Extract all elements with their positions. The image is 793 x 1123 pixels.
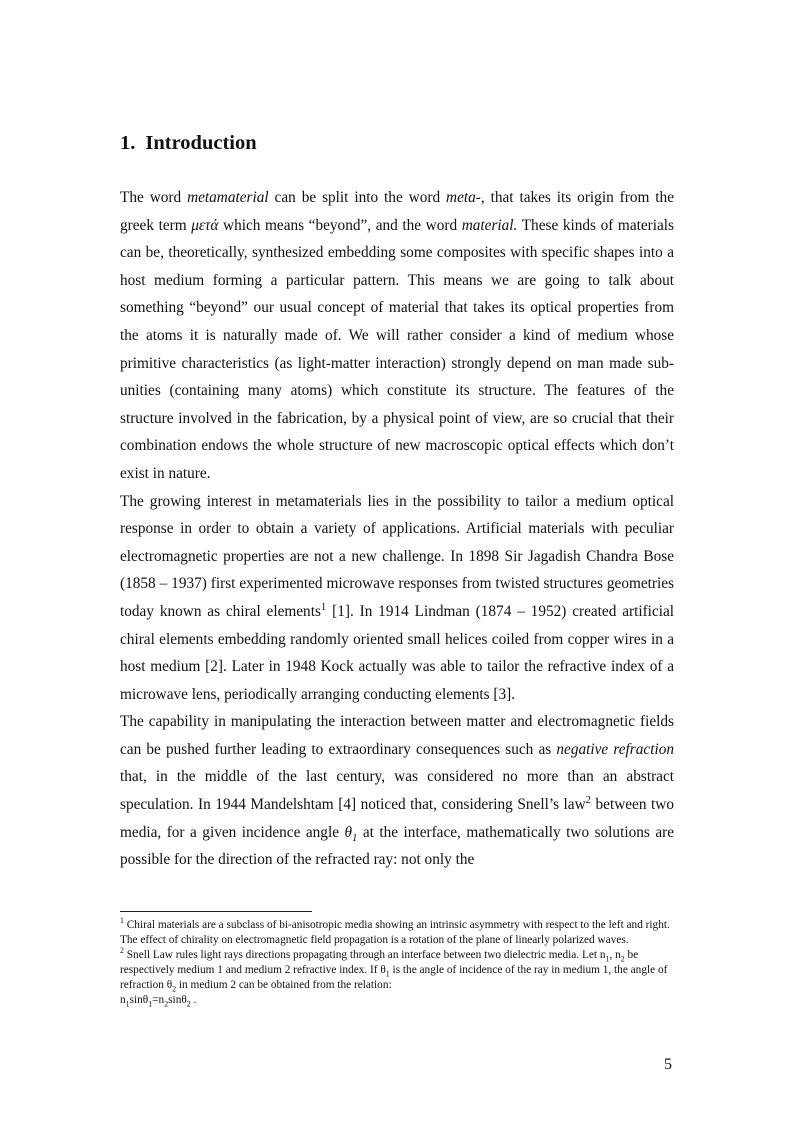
equation-part: .: [190, 994, 197, 1006]
paragraph-3: [120, 708, 674, 874]
subscript: 2: [164, 999, 169, 1009]
subscript: 1: [385, 969, 390, 979]
theta-symbol: θ: [344, 823, 352, 841]
footnote-mark: 1: [120, 916, 124, 926]
equation-part: n: [120, 994, 126, 1006]
emphasis: meta-: [446, 189, 481, 206]
footnote-text: Snell Law rules light rays directions propagating through an interface between two dielectric media. Let n: [123, 949, 606, 961]
text-run: at the interface, mathematically two solutions are possible for the direction of the refracted ray: not only the: [120, 823, 674, 869]
footnote-separator: [120, 911, 312, 912]
footnotes: [120, 918, 676, 1008]
footnote-text: is the angle of incidence of the ray in medium 1, the angle of refraction θ: [120, 964, 668, 991]
angle-symbol: [344, 823, 358, 844]
paragraph-2: [120, 488, 674, 709]
subscript: 2: [186, 999, 191, 1009]
page-number: 5: [664, 1056, 672, 1073]
text-run: These kinds of materials can be, theoretically, synthesized embedding some composites with specific shapes into a host medium forming a particular pattern. This means we are going to talk about something “beyond” our usual concept of material that takes its optical properties from the atoms it is naturally made of. We will rather consider a kind of medium whose primitive characteristics (as light-matter interaction) strongly depend on man made sub-unities (containing many atoms) which constitute its structure. The features of the structure involved in the fabrication, by a physical point of view, are so crucial that their combination endows the whole structure of new macroscopic optical effects which don’t exist in nature.: [120, 216, 674, 482]
subscript: 2: [172, 984, 177, 994]
body-text: [120, 184, 674, 874]
footnote-text: Chiral materials are a subclass of bi-anisotropic media showing an intrinsic asymmetry with respect to the left and right. The effect of chirality on electromagnetic field propagation is a rotation of the plane of linearly polarized waves.: [120, 919, 670, 946]
footnote-text: , n: [609, 949, 621, 961]
section-number: 1.: [120, 132, 136, 154]
footnote-text: be respectively medium 1 and medium 2 refractive index. If θ: [120, 949, 639, 976]
greek-term: μετά: [191, 216, 219, 234]
footnote-ref-2[interactable]: 2: [585, 793, 591, 806]
snell-equation: [120, 994, 197, 1009]
text-run: , that takes its origin from the greek term: [120, 189, 674, 234]
footnote-text: in medium 2 can be obtained from the relation:: [176, 979, 392, 991]
paragraph-1: [120, 184, 674, 488]
text-run: that, in the middle of the last century, was considered no more than an abstract speculation. In 1944 Mandelshtam [4] noticed that, considering Snell’s law: [120, 768, 674, 814]
footnote-ref-1[interactable]: 1: [320, 600, 327, 613]
emphasis: negative refraction: [556, 740, 674, 758]
footnote-2: [120, 948, 676, 1008]
section-heading: [120, 132, 257, 155]
subscript: 1: [125, 999, 130, 1009]
equation-part: =n: [152, 994, 165, 1006]
footnote-1: [120, 918, 676, 948]
equation-part: sinθ: [168, 994, 187, 1006]
text-run: [1]. In 1914 Lindman (1874 – 1952) created artificial chiral elements embedding randomly oriented small helices coiled from copper wires in a host medium [2]. Later in 1948 Kock actually was able to tailor the refractive index of a microwave lens, periodically arranging conducting elements [3].: [120, 602, 674, 703]
subscript: 1: [352, 831, 358, 844]
text-run: which means “beyond”, and the word: [218, 216, 462, 234]
text-run: can be split into the word: [268, 189, 447, 206]
text-run: The capability in manipulating the interaction between matter and electromagnetic fields can be pushed further leading to extraordinary consequences such as: [120, 713, 674, 758]
emphasis: metamaterial: [187, 189, 269, 206]
section-title: Introduction: [145, 132, 257, 154]
subscript: 1: [605, 954, 610, 964]
text-run: The growing interest in metamaterials lies in the possibility to tailor a medium optical response in order to obtain a variety of applications. Artificial materials with peculiar electromagnetic properties are not a new challenge. In 1898 Sir Jagadish Chandra Bose (1858 – 1937) first experimented microwave responses from twisted structures geometries today known as chiral elements: [120, 492, 674, 620]
footnote-mark: 2: [120, 946, 124, 956]
emphasis: material.: [461, 216, 518, 234]
text-run: between two media, for a given incidence angle: [120, 796, 674, 841]
equation-part: sinθ: [129, 994, 149, 1006]
text-run: The word: [120, 189, 188, 206]
subscript: 2: [620, 954, 625, 964]
subscript: 1: [148, 999, 153, 1009]
